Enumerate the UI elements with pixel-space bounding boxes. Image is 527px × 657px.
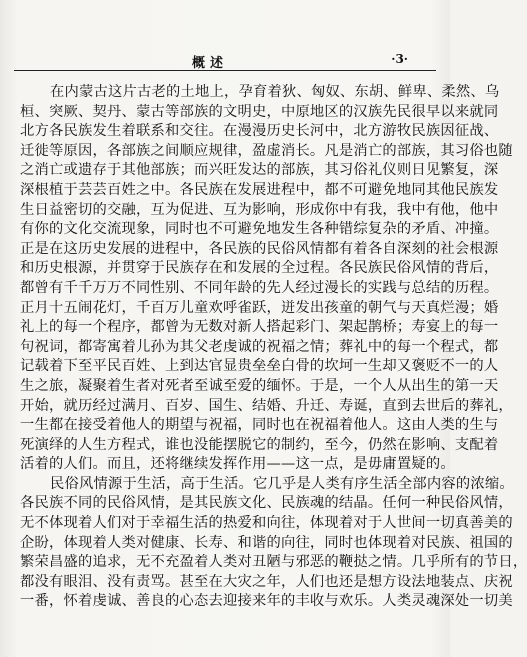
- running-header: [14, 50, 436, 71]
- page-number: ·3·: [391, 52, 408, 66]
- text-line: 桓、突厥、契丹、蒙古等部族的文明史，中原地区的汉族先民很早以来就同: [20, 103, 499, 120]
- text-line: 都没有眼泪、没有责骂。甚至在大灾之年，人们也还是想方设法地装点、庆祝: [20, 573, 513, 590]
- text-line: 无不体现着人们对于幸福生活的热爱和向往，体现着对于人世间一切真善美的: [20, 515, 513, 532]
- text-line: 生日益密切的交融，互为促进、互为影响，形成你中有我，我中有他，他中: [20, 201, 499, 218]
- text-line: 活着的人们。而且，还将继续发挥作用——这一点，是毋庸置疑的。: [20, 456, 455, 473]
- text-line: 迁徙等原因，各部族之间顺应规律，盈虚消长。凡是消亡的部族，其习俗也随: [20, 142, 513, 159]
- text-line: 各民族不同的民俗风情，是其民族文化、民族魂的结晶。任何一种民俗风情，: [20, 495, 513, 512]
- text-line: 都曾有千千万万不同性别、不同年龄的先人经过漫长的实践与总结的历程。: [20, 279, 499, 296]
- text-line: 和历史根源，并贯穿于民族存在和发展的全过程。各民族民俗风情的背后，: [20, 260, 499, 277]
- text-line: 民俗风情源于生活，高于生活。它几乎是人类有序生活全部内容的浓缩。: [50, 475, 514, 492]
- text-line: 在内蒙古这片古老的土地上，孕育着狄、匈奴、东胡、鲜卑、柔然、乌: [50, 84, 500, 100]
- text-line: 一生都在接受着他人的期望与祝福，同时也在祝福着他人。这由人类的生与: [20, 417, 499, 434]
- chapter-title: 概述: [192, 56, 229, 71]
- text-line: 深根植于芸芸百姓之中。各民族在发展进程中，都不可避免地同其他民族发: [20, 181, 499, 198]
- text-line: 一番，怀着虔诚、善良的心态去迎接来年的丰收与欢乐。人类灵魂深处一切美: [20, 593, 513, 610]
- text-line: 礼上的每一个程序，都曾为无数对新人搭起彩门、架起鹊桥；寿宴上的每一: [20, 319, 499, 336]
- text-line: 句祝词，都寄寓着儿孙为其父老虔诚的祝福之情；葬礼中的每一个程式，都: [20, 338, 499, 355]
- text-line: 北方各民族发生着联系和交往。在漫漫历史长河中，北方游牧民族因征战、: [20, 123, 499, 140]
- text-line: 正月十五闹花灯，千百万儿童欢呼雀跃，迸发出孩童的朝气与天真烂漫；婚: [20, 299, 499, 316]
- body-text: [20, 83, 527, 612]
- text-line: 之消亡或遗存于其他部族；而兴旺发达的部族，其习俗礼仪则日见繁复，深: [20, 162, 499, 179]
- text-line: 企盼，体现着人类对健康、长寿、和谐的向往，同时也体现着对民族、祖国的: [20, 534, 513, 551]
- text-line: 生之旅，凝聚着生者对死者至诚至爱的缅怀。于是，一个人从出生的第一天: [20, 377, 499, 394]
- text-line: 死演绎的人生方程式，谁也没能摆脱它的制约，至今，仍然在影响、支配着: [20, 436, 499, 453]
- text-line: 开始，就历经过满月、百岁、国生、结婚、升迁、寿诞，直到去世后的葬礼，: [20, 397, 513, 414]
- text-line: 正是在这历史发展的进程中，各民族的民俗风情都有着各自深刻的社会根源: [20, 240, 499, 257]
- text-line: 记载着下至平民百姓、上到达官显贵垒垒白骨的坎坷一生却又褒贬不一的人: [20, 358, 499, 375]
- text-line: 有你的文化交流现象，同时也不可避免地发生各种错综复杂的矛盾、冲撞。: [20, 221, 499, 238]
- paragraph-1: [20, 83, 513, 475]
- text-line: 繁荣昌盛的追求，无不充盈着人类对丑陋与邪恶的鞭挞之情。几乎所有的节日，: [20, 554, 527, 571]
- paragraph-2: [20, 475, 527, 612]
